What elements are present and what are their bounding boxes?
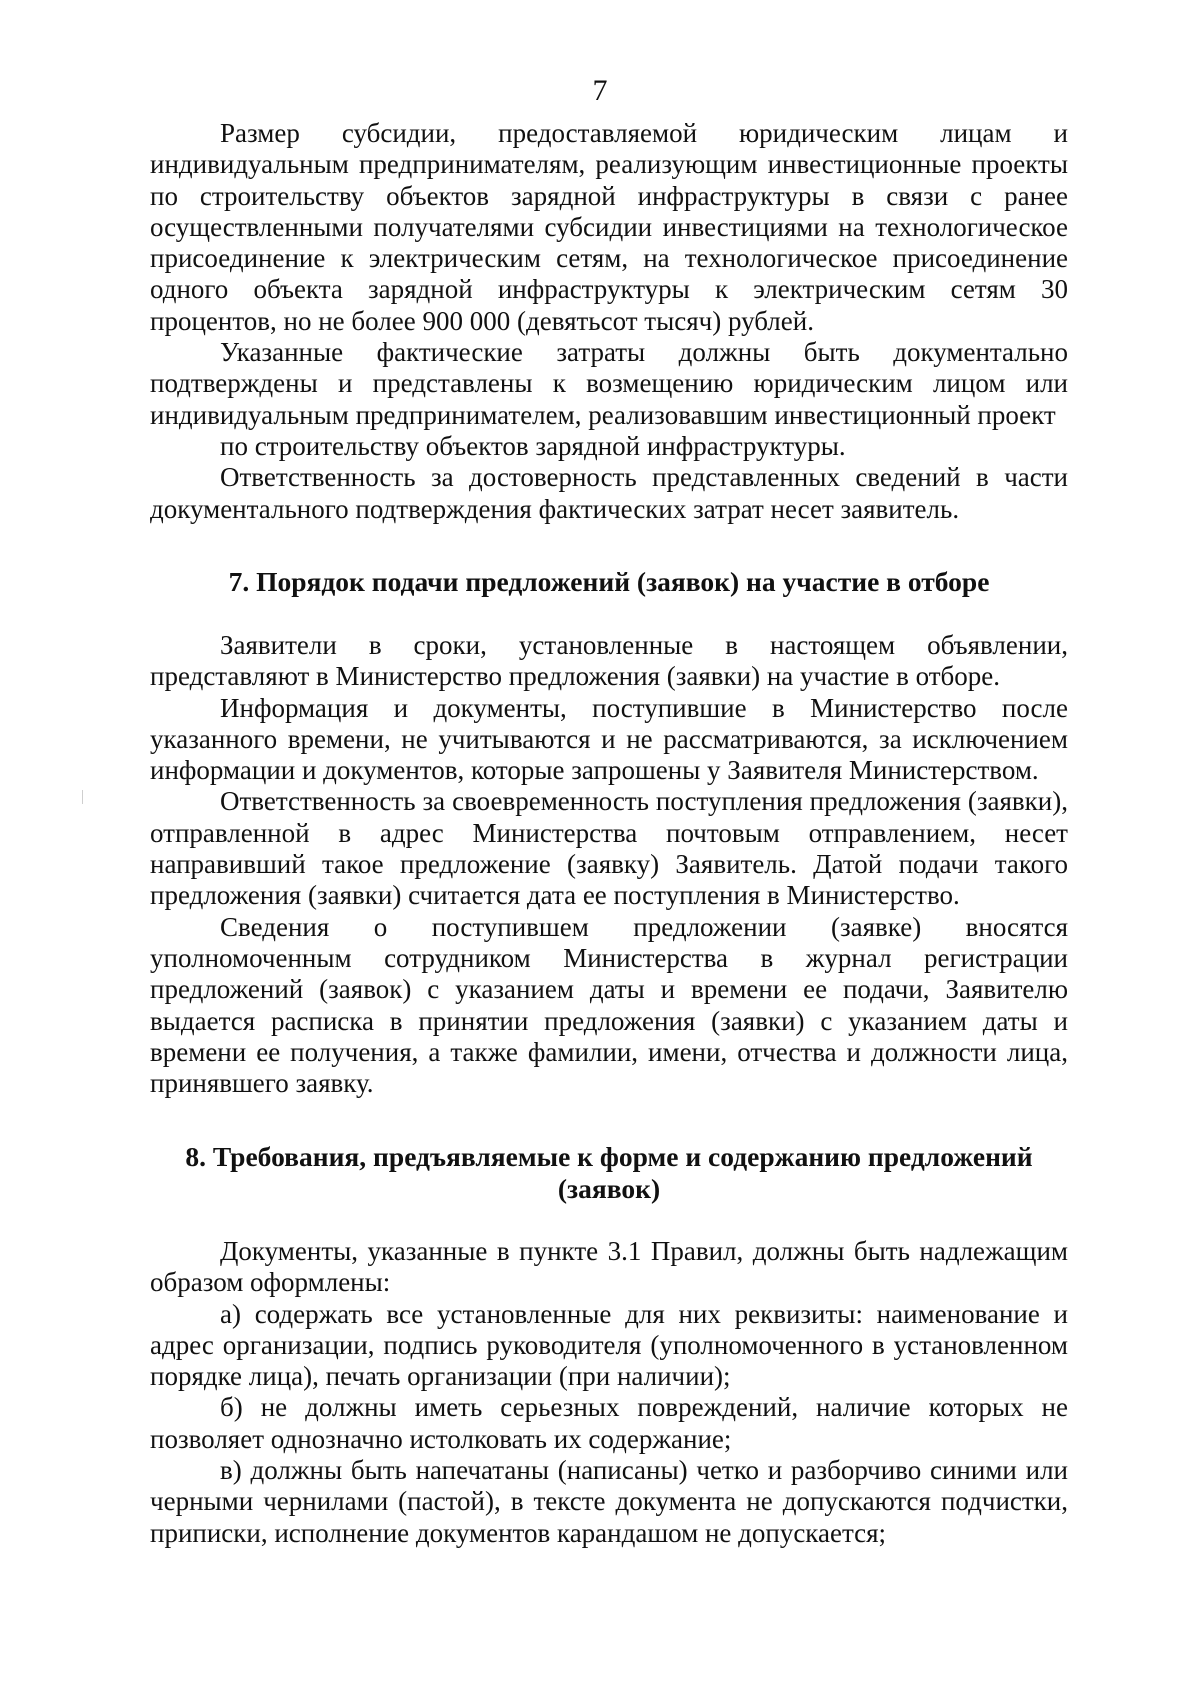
- paragraph-late-documents: Информация и документы, поступившие в Министерство после указанного времени, не учитываются и не рассматриваются, за исключением информации и документов, которые запрошены у Заявителя Министерством.: [150, 692, 1068, 786]
- section-8-heading: [150, 1141, 1068, 1205]
- list-item-b: б) не должны иметь серьезных повреждений, наличие которых не позволяет однозначно истолковать их содержание;: [150, 1392, 1068, 1454]
- section-7-heading: 7. Порядок подачи предложений (заявок) на участие в отборе: [228, 566, 990, 597]
- section-7-text-block: [150, 630, 1068, 1099]
- paragraph-actual-costs-continuation: по строительству объектов зарядной инфраструктуры.: [220, 430, 846, 461]
- paragraph-responsibility: Ответственность за достоверность представленных сведений в части документального подтверждения фактических затрат несет заявитель.: [150, 462, 1068, 524]
- paragraph-documents-requirements: Документы, указанные в пункте 3.1 Правил, должны быть надлежащим образом оформлены:: [150, 1236, 1068, 1298]
- section-8-heading-line-1: 8. Требования, предъявляемые к форме и содержанию предложений: [185, 1141, 1033, 1172]
- scan-artifact: [82, 790, 83, 804]
- paragraph-applicants-deadline: Заявители в сроки, установленные в настоящем объявлении, представляют в Министерство предложения (заявки) на участие в отборе.: [150, 630, 1068, 692]
- section-8-text-block: [150, 1236, 1068, 1549]
- paragraph-subsidy-size: Размер субсидии, предоставляемой юридическим лицам и индивидуальным предпринимателям, реализующим инвестиционные проекты по строительству объектов зарядной инфраструктуры в связи с ранее осуществленными получателями субсидии инвестициями на технологическое присоединение к электрическим сетям, на технологическое присоединение одного объекта зарядной инфраструктуры к электрическим сетям 30 процентов, но не более 900 000 (девятьсот тысяч) рублей.: [150, 118, 1068, 336]
- intro-text-block: [150, 118, 1068, 525]
- section-8-heading-line-2: (заявок): [557, 1173, 661, 1204]
- paragraph-registration: Сведения о поступившем предложении (заявке) вносятся уполномоченным сотрудником Министерства в журнал регистрации предложений (заявок) с указанием даты и времени ее подачи, Заявителю выдается расписка в принятии предложения (заявки) с указанием даты и времени ее получения, а также фамилии, имени, отчества и должности лица, принявшего заявку.: [150, 911, 1068, 1099]
- list-item-v: в) должны быть напечатаны (написаны) четко и разборчиво синими или черными чернилами (пастой), в тексте документа не допускаются подчистки, приписки, исполнение документов карандашом не допускается;: [150, 1455, 1068, 1548]
- paragraph-actual-costs: Указанные фактические затраты должны быть документально подтверждены и представлены к возмещению юридическим лицом или индивидуальным предпринимателем, реализовавшим инвестиционный проект: [150, 337, 1068, 430]
- paragraph-postal-responsibility: Ответственность за своевременность поступления предложения (заявки), отправленной в адрес Министерства почтовым отправлением, несет направивший такое предложение (заявку) Заявитель. Датой подачи такого предложения (заявки) считается дата ее поступления в Министерство.: [150, 786, 1068, 911]
- page-number: 7: [592, 74, 608, 107]
- list-item-a: а) содержать все установленные для них реквизиты: наименование и адрес организации, подпись руководителя (уполномоченного в установленном порядке лица), печать организации (при наличии);: [150, 1298, 1068, 1392]
